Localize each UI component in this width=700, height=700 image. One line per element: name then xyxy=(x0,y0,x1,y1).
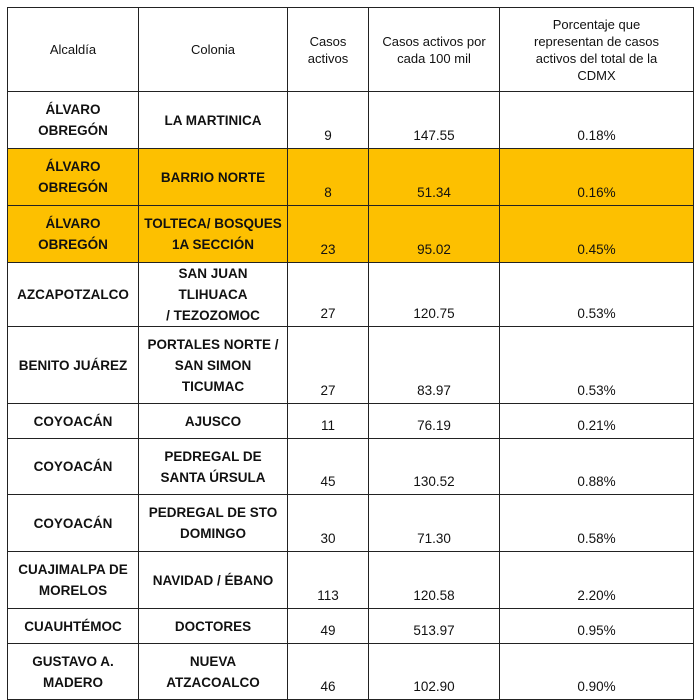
cell-casos-activos: 8 xyxy=(288,149,369,206)
cell-colonia: PEDREGAL DE SANTA ÚRSULA xyxy=(139,439,288,495)
covid-cases-table xyxy=(7,7,694,700)
cell-porcentaje: 0.88% xyxy=(500,439,694,495)
table-row xyxy=(8,327,694,404)
cell-porcentaje: 0.18% xyxy=(500,92,694,149)
cell-casos-por-100-mil: 51.34 xyxy=(369,149,500,206)
cell-porcentaje: 0.21% xyxy=(500,404,694,439)
table-row xyxy=(8,149,694,206)
cell-casos-por-100-mil: 120.58 xyxy=(369,552,500,609)
cell-casos-por-100-mil: 83.97 xyxy=(369,327,500,404)
cell-porcentaje: 0.90% xyxy=(500,644,694,700)
cell-alcaldia: ÁLVARO OBREGÓN xyxy=(8,92,139,149)
cell-casos-por-100-mil: 120.75 xyxy=(369,263,500,327)
cell-colonia: DOCTORES xyxy=(139,609,288,644)
cell-colonia: NUEVA ATZACOALCO xyxy=(139,644,288,700)
table-row xyxy=(8,439,694,495)
header-porcentaje: Porcentaje que representan de casos activos del total de la CDMX xyxy=(500,8,694,92)
cell-alcaldia: BENITO JUÁREZ xyxy=(8,327,139,404)
table-row xyxy=(8,206,694,263)
cell-porcentaje: 0.58% xyxy=(500,495,694,552)
header-casos-activos: Casos activos xyxy=(288,8,369,92)
table-row xyxy=(8,92,694,149)
cell-casos-activos: 9 xyxy=(288,92,369,149)
cell-alcaldia: GUSTAVO A. MADERO xyxy=(8,644,139,700)
cell-colonia: TOLTECA/ BOSQUES 1A SECCIÓN xyxy=(139,206,288,263)
cell-casos-por-100-mil: 95.02 xyxy=(369,206,500,263)
header-colonia: Colonia xyxy=(139,8,288,92)
cell-colonia: BARRIO NORTE xyxy=(139,149,288,206)
cell-alcaldia: ÁLVARO OBREGÓN xyxy=(8,206,139,263)
cell-casos-activos: 27 xyxy=(288,327,369,404)
cell-casos-activos: 23 xyxy=(288,206,369,263)
table-row xyxy=(8,404,694,439)
cell-porcentaje: 0.95% xyxy=(500,609,694,644)
cell-casos-por-100-mil: 102.90 xyxy=(369,644,500,700)
cell-alcaldia: CUAJIMALPA DE MORELOS xyxy=(8,552,139,609)
header-alcaldia: Alcaldía xyxy=(8,8,139,92)
cell-casos-por-100-mil: 130.52 xyxy=(369,439,500,495)
cell-casos-activos: 27 xyxy=(288,263,369,327)
cell-alcaldia: CUAUHTÉMOC xyxy=(8,609,139,644)
table-row xyxy=(8,644,694,700)
cell-colonia: AJUSCO xyxy=(139,404,288,439)
cell-casos-activos: 113 xyxy=(288,552,369,609)
cell-casos-por-100-mil: 513.97 xyxy=(369,609,500,644)
cell-casos-activos: 46 xyxy=(288,644,369,700)
cell-colonia: PEDREGAL DE STO DOMINGO xyxy=(139,495,288,552)
cell-colonia: PORTALES NORTE / SAN SIMON TICUMAC xyxy=(139,327,288,404)
table-row xyxy=(8,495,694,552)
cell-colonia: NAVIDAD / ÉBANO xyxy=(139,552,288,609)
header-row xyxy=(8,8,694,92)
cell-casos-activos: 45 xyxy=(288,439,369,495)
cell-alcaldia: COYOACÁN xyxy=(8,439,139,495)
cell-porcentaje: 0.53% xyxy=(500,263,694,327)
cell-porcentaje: 2.20% xyxy=(500,552,694,609)
table-row xyxy=(8,609,694,644)
table-row xyxy=(8,263,694,327)
cell-casos-por-100-mil: 71.30 xyxy=(369,495,500,552)
cell-alcaldia: ÁLVARO OBREGÓN xyxy=(8,149,139,206)
cell-alcaldia: COYOACÁN xyxy=(8,404,139,439)
cell-casos-activos: 11 xyxy=(288,404,369,439)
cell-porcentaje: 0.16% xyxy=(500,149,694,206)
cell-casos-activos: 49 xyxy=(288,609,369,644)
cell-casos-por-100-mil: 147.55 xyxy=(369,92,500,149)
header-casos-por-100-mil: Casos activos por cada 100 mil xyxy=(369,8,500,92)
cell-porcentaje: 0.53% xyxy=(500,327,694,404)
cell-colonia: SAN JUAN TLIHUACA / TEZOZOMOC xyxy=(139,263,288,327)
cell-porcentaje: 0.45% xyxy=(500,206,694,263)
table-row xyxy=(8,552,694,609)
cell-casos-activos: 30 xyxy=(288,495,369,552)
cell-alcaldia: AZCAPOTZALCO xyxy=(8,263,139,327)
cell-casos-por-100-mil: 76.19 xyxy=(369,404,500,439)
cell-alcaldia: COYOACÁN xyxy=(8,495,139,552)
cell-colonia: LA MARTINICA xyxy=(139,92,288,149)
